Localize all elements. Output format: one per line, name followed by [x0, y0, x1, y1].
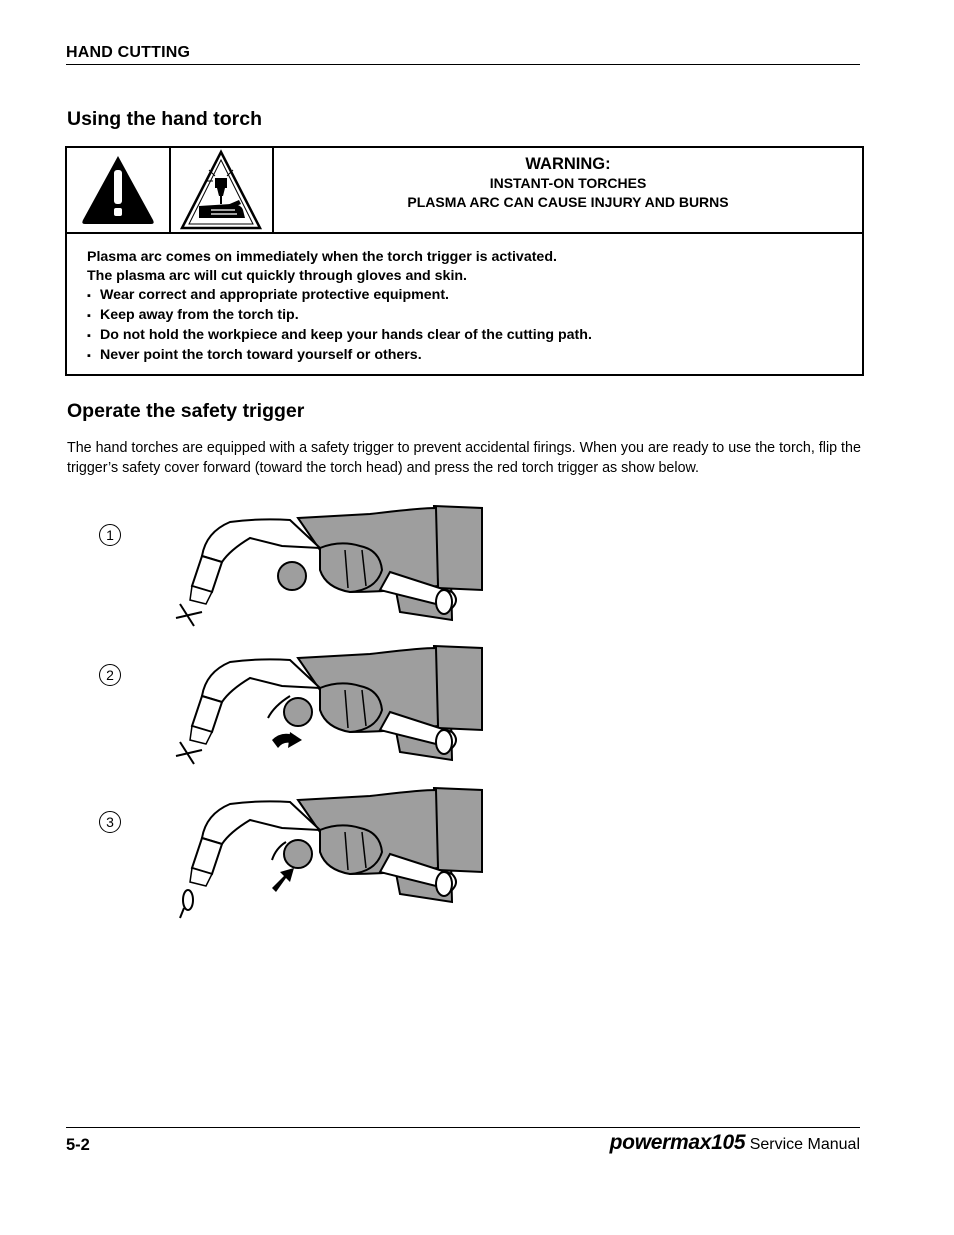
torch-figure-step-2	[170, 640, 490, 770]
warning-title: WARNING:	[525, 155, 611, 173]
hand-cut-hazard-icon	[171, 148, 274, 232]
body-paragraph: The hand torches are equipped with a safety trigger to prevent accidental firings. When you are ready to use the torch, flip the trigger’s safety cover forward (toward the torch head) and press the red torch trigger as show below.	[67, 440, 861, 476]
curved-arrow-icon	[272, 732, 302, 748]
running-header: HAND CUTTING	[66, 44, 860, 65]
warning-body	[87, 248, 592, 366]
warning-bullet: ▪ Keep away from the torch tip.	[87, 306, 592, 326]
press-arrow-icon	[272, 868, 294, 892]
step-number-1: 1	[99, 524, 121, 546]
warning-header-row	[67, 148, 862, 234]
no-arc-x-icon	[176, 742, 202, 764]
page-number: 5-2	[66, 1136, 90, 1154]
torch-illustration	[190, 788, 482, 902]
torch-figure-step-3	[170, 782, 490, 922]
torch-illustration	[190, 506, 482, 620]
warning-subtitle: PLASMA ARC CAN CAUSE INJURY AND BURNS	[407, 194, 729, 210]
arc-icon	[180, 890, 193, 918]
step-number-3: 3	[99, 811, 121, 833]
general-warning-icon	[67, 148, 171, 232]
section-title-hand-torch: Using the hand torch	[67, 108, 262, 130]
brand-model: 105	[711, 1131, 746, 1154]
warning-box	[65, 146, 864, 376]
warning-heading	[274, 154, 862, 212]
brand-name: powermax	[609, 1131, 712, 1154]
step-number-2: 2	[99, 664, 121, 686]
warning-bullet: ▪ Never point the torch toward yourself or others.	[87, 346, 592, 366]
warning-line: Plasma arc comes on immediately when the torch trigger is activated.	[87, 249, 557, 265]
manual-title	[610, 1131, 860, 1155]
warning-subtitle: INSTANT-ON TORCHES	[489, 175, 647, 191]
torch-illustration	[190, 646, 482, 760]
section-title-safety-trigger: Operate the safety trigger	[67, 400, 305, 422]
torch-figure-step-1	[170, 500, 490, 630]
no-arc-x-icon	[176, 604, 202, 626]
warning-line: The plasma arc will cut quickly through gloves and skin.	[87, 268, 468, 284]
warning-bullet: ▪ Wear correct and appropriate protective equipment.	[87, 286, 592, 306]
footer-rule	[66, 1127, 860, 1128]
warning-bullet: ▪ Do not hold the workpiece and keep your hands clear of the cutting path.	[87, 326, 592, 346]
manual-label: Service Manual	[749, 1136, 860, 1153]
